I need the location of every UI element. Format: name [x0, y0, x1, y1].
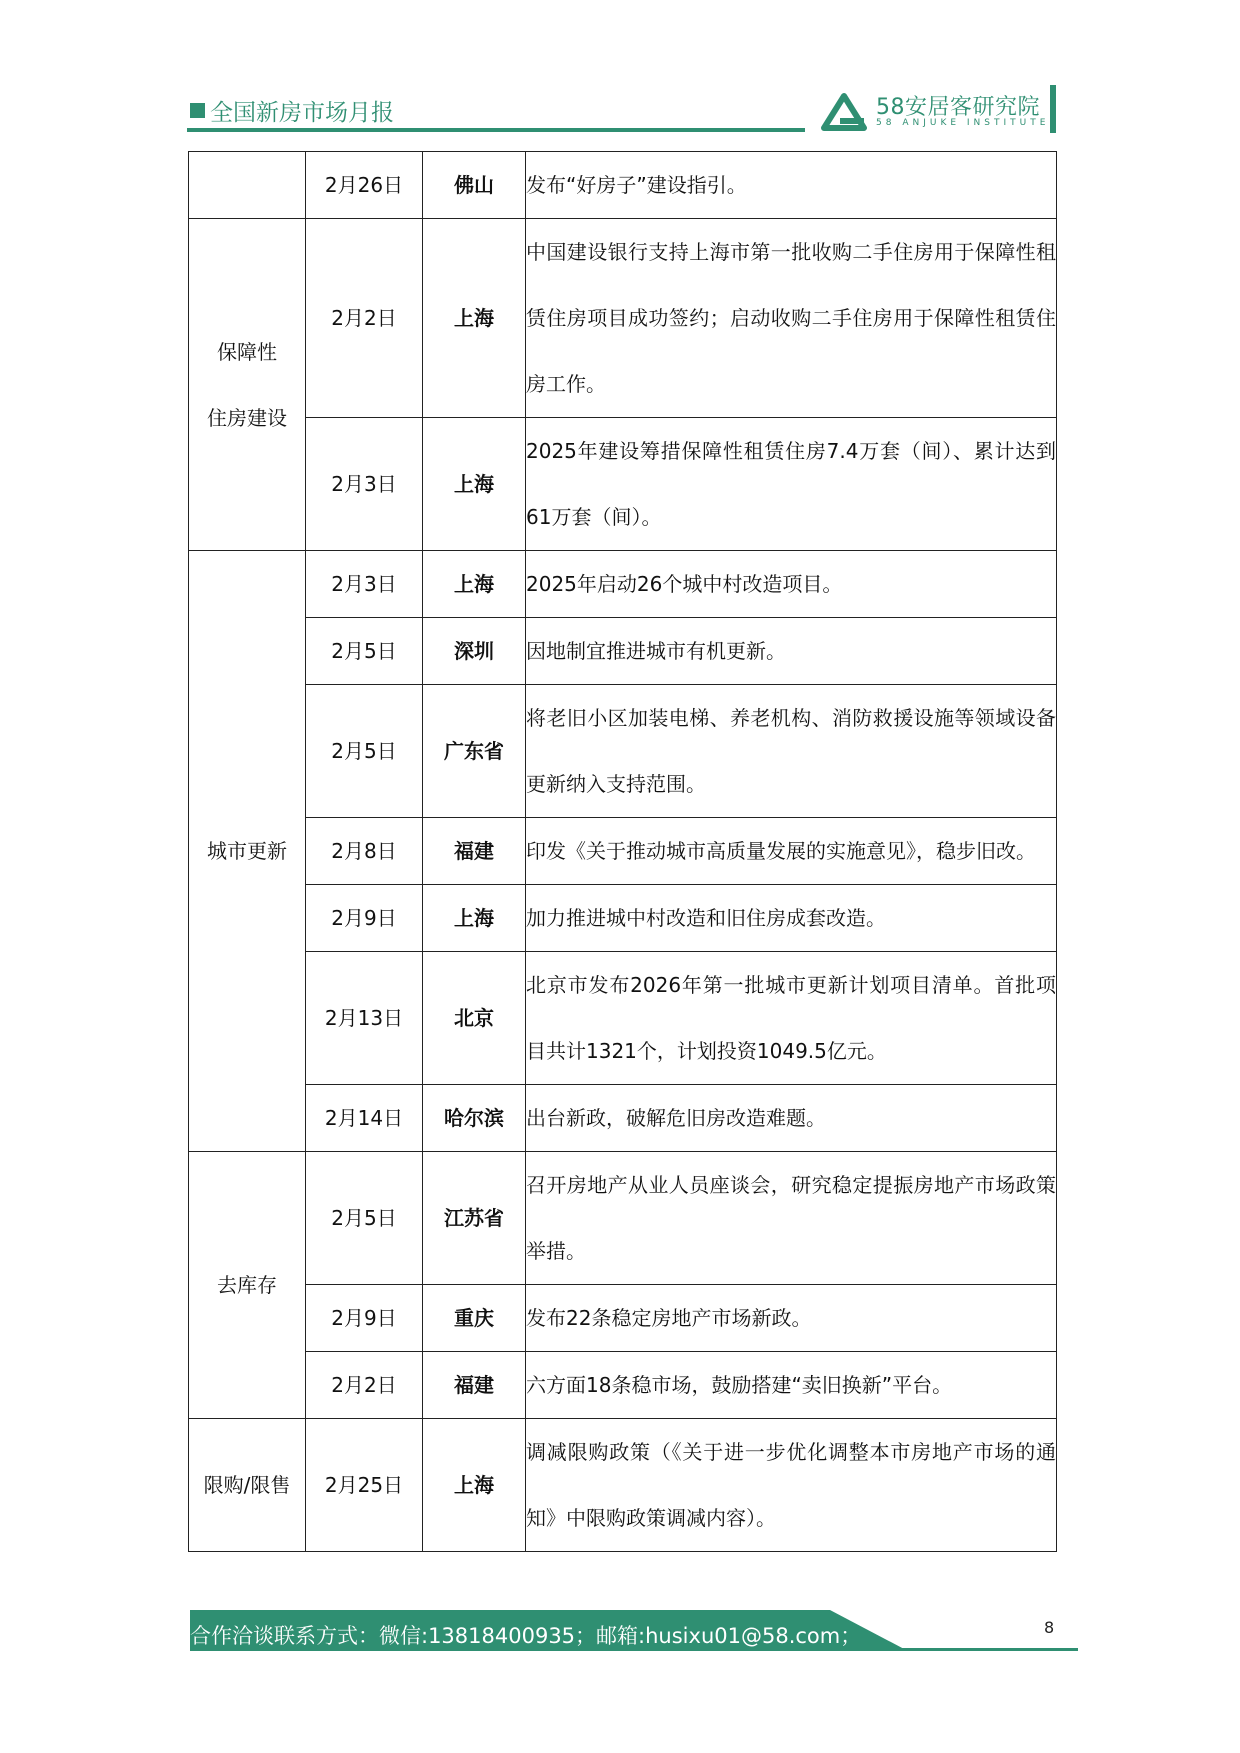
date-cell: 2月2日 — [306, 219, 423, 418]
date-cell: 2月3日 — [306, 418, 423, 551]
city-cell: 广东省 — [423, 685, 526, 818]
date-cell: 2月5日 — [306, 1152, 423, 1285]
description-cell: 2025年启动26个城中村改造项目。 — [526, 551, 1057, 618]
city-cell: 哈尔滨 — [423, 1085, 526, 1152]
date-cell: 2月3日 — [306, 551, 423, 618]
table-row — [189, 885, 1057, 952]
page-number: 8 — [1044, 1618, 1055, 1637]
description-cell: 加力推进城中村改造和旧住房成套改造。 — [526, 885, 1057, 952]
date-cell: 2月5日 — [306, 685, 423, 818]
description-cell: 2025年建设筹措保障性租赁住房7.4万套（间）、累计达到61万套（间）。 — [526, 418, 1057, 551]
footer-contact: 合作洽谈联系方式：微信:13818400935；邮箱:husixu01@58.com； — [190, 1624, 862, 1648]
description-cell: 出台新政，破解危旧房改造难题。 — [526, 1085, 1057, 1152]
table-row — [189, 685, 1057, 818]
category-line: 保障性 — [217, 339, 277, 364]
category-cell — [189, 152, 306, 219]
city-cell: 重庆 — [423, 1285, 526, 1352]
table-row — [189, 152, 1057, 219]
description-cell: 北京市发布2026年第一批城市更新计划项目清单。首批项目共计1321个，计划投资1049.5亿元。 — [526, 952, 1057, 1085]
city-cell: 江苏省 — [423, 1152, 526, 1285]
city-cell: 福建 — [423, 818, 526, 885]
date-cell: 2月14日 — [306, 1085, 423, 1152]
date-cell: 2月8日 — [306, 818, 423, 885]
city-cell: 上海 — [423, 885, 526, 952]
logo-text-cn: 58安居客研究院 — [876, 95, 1040, 120]
city-cell: 上海 — [423, 551, 526, 618]
city-cell: 上海 — [423, 219, 526, 418]
category-cell: 限购/限售 — [189, 1419, 306, 1552]
policy-table — [188, 151, 1057, 1552]
description-cell: 中国建设银行支持上海市第一批收购二手住房用于保障性租赁住房项目成功签约；启动收购二手住房用于保障性租赁住房工作。 — [526, 219, 1057, 418]
category-cell: 去库存 — [189, 1152, 306, 1419]
description-cell: 因地制宜推进城市有机更新。 — [526, 618, 1057, 685]
date-cell: 2月13日 — [306, 952, 423, 1085]
description-cell: 调减限购政策（《关于进一步优化调整本市房地产市场的通知》中限购政策调减内容）。 — [526, 1419, 1057, 1552]
date-cell: 2月25日 — [306, 1419, 423, 1552]
report-title: 全国新房市场月报 — [210, 100, 394, 126]
description-cell: 召开房地产从业人员座谈会，研究稳定提振房地产市场政策举措。 — [526, 1152, 1057, 1285]
category-cell — [189, 219, 306, 551]
table-row — [189, 219, 1057, 418]
description-cell: 发布“好房子”建设指引。 — [526, 152, 1057, 219]
table-row — [189, 1152, 1057, 1285]
city-cell: 北京 — [423, 952, 526, 1085]
city-cell: 佛山 — [423, 152, 526, 219]
table-row — [189, 618, 1057, 685]
city-cell: 上海 — [423, 418, 526, 551]
table-row — [189, 1085, 1057, 1152]
table-row — [189, 418, 1057, 551]
header-accent-bar — [1050, 85, 1056, 133]
date-cell: 2月2日 — [306, 1352, 423, 1419]
logo-text-en: 58 ANJUKE INSTITUTE — [876, 118, 1050, 128]
table-row — [189, 1285, 1057, 1352]
date-cell: 2月9日 — [306, 885, 423, 952]
table-row — [189, 952, 1057, 1085]
description-cell: 将老旧小区加装电梯、养老机构、消防救援设施等领域设备更新纳入支持范围。 — [526, 685, 1057, 818]
category-line: 住房建设 — [207, 405, 287, 430]
table-row — [189, 551, 1057, 618]
city-cell: 深圳 — [423, 618, 526, 685]
description-cell: 发布22条稳定房地产市场新政。 — [526, 1285, 1057, 1352]
date-cell: 2月9日 — [306, 1285, 423, 1352]
header-divider — [187, 128, 805, 132]
date-cell: 2月26日 — [306, 152, 423, 219]
table-row — [189, 1352, 1057, 1419]
description-cell: 六方面18条稳市场，鼓励搭建“卖旧换新”平台。 — [526, 1352, 1057, 1419]
table-row — [189, 818, 1057, 885]
category-cell: 城市更新 — [189, 551, 306, 1152]
header-square-icon — [190, 103, 205, 118]
city-cell: 上海 — [423, 1419, 526, 1552]
date-cell: 2月5日 — [306, 618, 423, 685]
table-row — [189, 1419, 1057, 1552]
city-cell: 福建 — [423, 1352, 526, 1419]
description-cell: 印发《关于推动城市高质量发展的实施意见》，稳步旧改。 — [526, 818, 1057, 885]
